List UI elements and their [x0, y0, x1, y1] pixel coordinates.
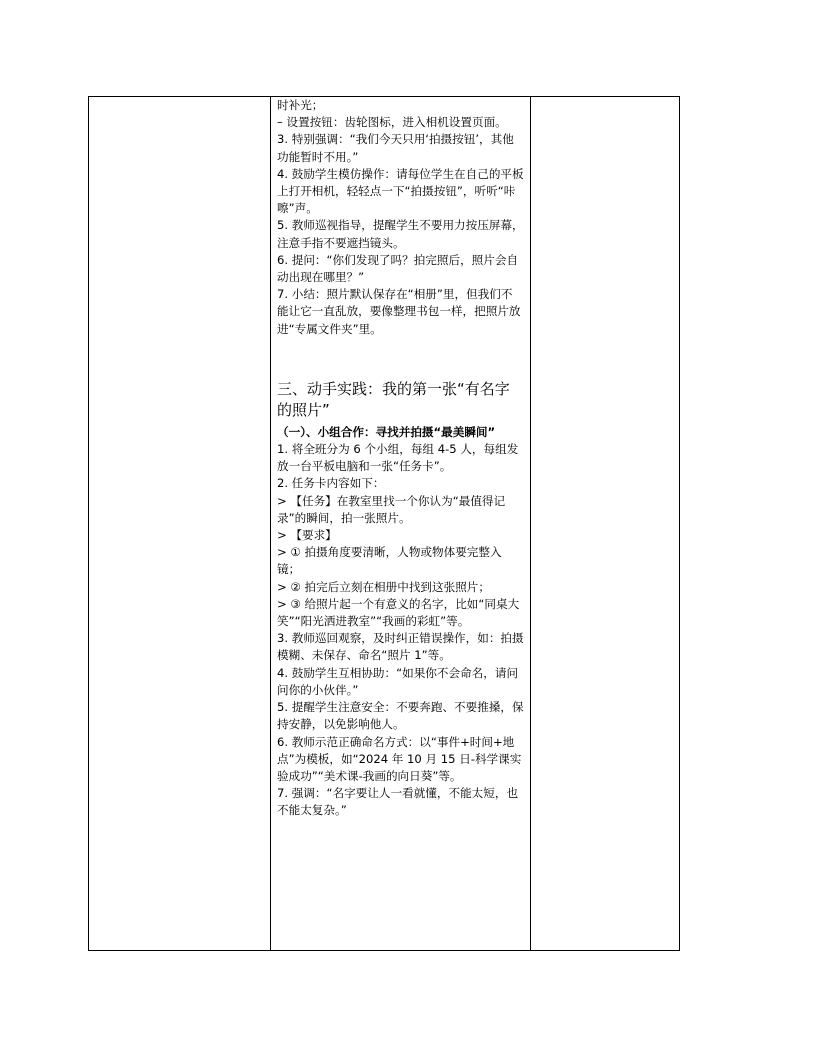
- body-text: 3. 特别强调：“我们今天只用‘拍摄按钮’，其他功能暂时不用。”: [277, 132, 514, 164]
- body-text: > 【任务】在教室里找一个你认为“最值得记录”的瞬间，拍一张照片。: [277, 493, 506, 525]
- body-text: – 设置按钮：齿轮图标，进入相机设置页面。: [277, 115, 507, 130]
- body-text: 5. 教师巡视指导，提醒学生不要用力按压屏幕，注意手指不要遮挡镜头。: [277, 218, 524, 250]
- right-column-cell: [531, 97, 680, 951]
- content-column-cell: [271, 97, 531, 951]
- sub-heading: （一）、小组合作：寻找并拍摄“最美瞬间”: [277, 424, 496, 439]
- body-text: > ① 拍摄角度要清晰，人物或物体要完整入镜；: [277, 545, 502, 577]
- body-text: 时补光；: [277, 98, 324, 112]
- body-text: 1. 将全班分为 6 个小组，每组 4-5 人，每组发放一台平板电脑和一张“任务卡”。: [277, 442, 519, 474]
- body-text: 6. 提问：“你们发现了吗？拍完照后，照片会自动出现在哪里？”: [277, 252, 519, 285]
- body-text: > ③ 给照片起一个有意义的名字，比如“同桌大笑”“阳光洒进教室”“我画的彩虹”等。: [277, 596, 520, 629]
- left-column-cell: [89, 97, 271, 951]
- lesson-plan-table: [88, 96, 680, 951]
- table-row: [89, 97, 680, 951]
- spacer: [277, 338, 524, 372]
- cell-content: [271, 97, 530, 820]
- body-text: > 【要求】: [277, 528, 337, 543]
- body-text: 5. 提醒学生注意安全：不要奔跑、不要推搡，保持安静，以免影响他人。: [277, 700, 524, 732]
- body-text: 4. 鼓励学生互相协助：“如果你不会命名，请问问你的小伙伴。”: [277, 665, 519, 697]
- body-text: 7. 小结：照片默认保存在“相册”里，但我们不能让它一直乱放，要像整理书包一样，把照片放进“专属文件夹”里。: [277, 287, 521, 336]
- body-text: 6. 教师示范正确命名方式：以“事件+时间+地点”为模板，如“2024 年 10 月 15 日-科学课实验成功”“美术课-我画的向日葵”等。: [277, 734, 522, 783]
- body-text: > ② 拍完后立刻在相册中找到这张照片；: [277, 579, 490, 594]
- section-heading: 三、动手实践：我的第一张“有名字的照片”: [277, 379, 510, 419]
- body-text: 4. 鼓励学生模仿操作：请每位学生在自己的平板上打开相机，轻轻点一下“拍摄按钮”，听听“咔嚓”声。: [277, 166, 524, 216]
- body-text: 7. 强调：“名字要让人一看就懂，不能太短，也不能太复杂。”: [277, 786, 519, 818]
- body-text: 3. 教师巡回观察，及时纠正错误操作，如：拍摄模糊、未保存、命名“照片 1”等。: [277, 631, 524, 663]
- body-text: 2. 任务卡内容如下：: [277, 476, 385, 491]
